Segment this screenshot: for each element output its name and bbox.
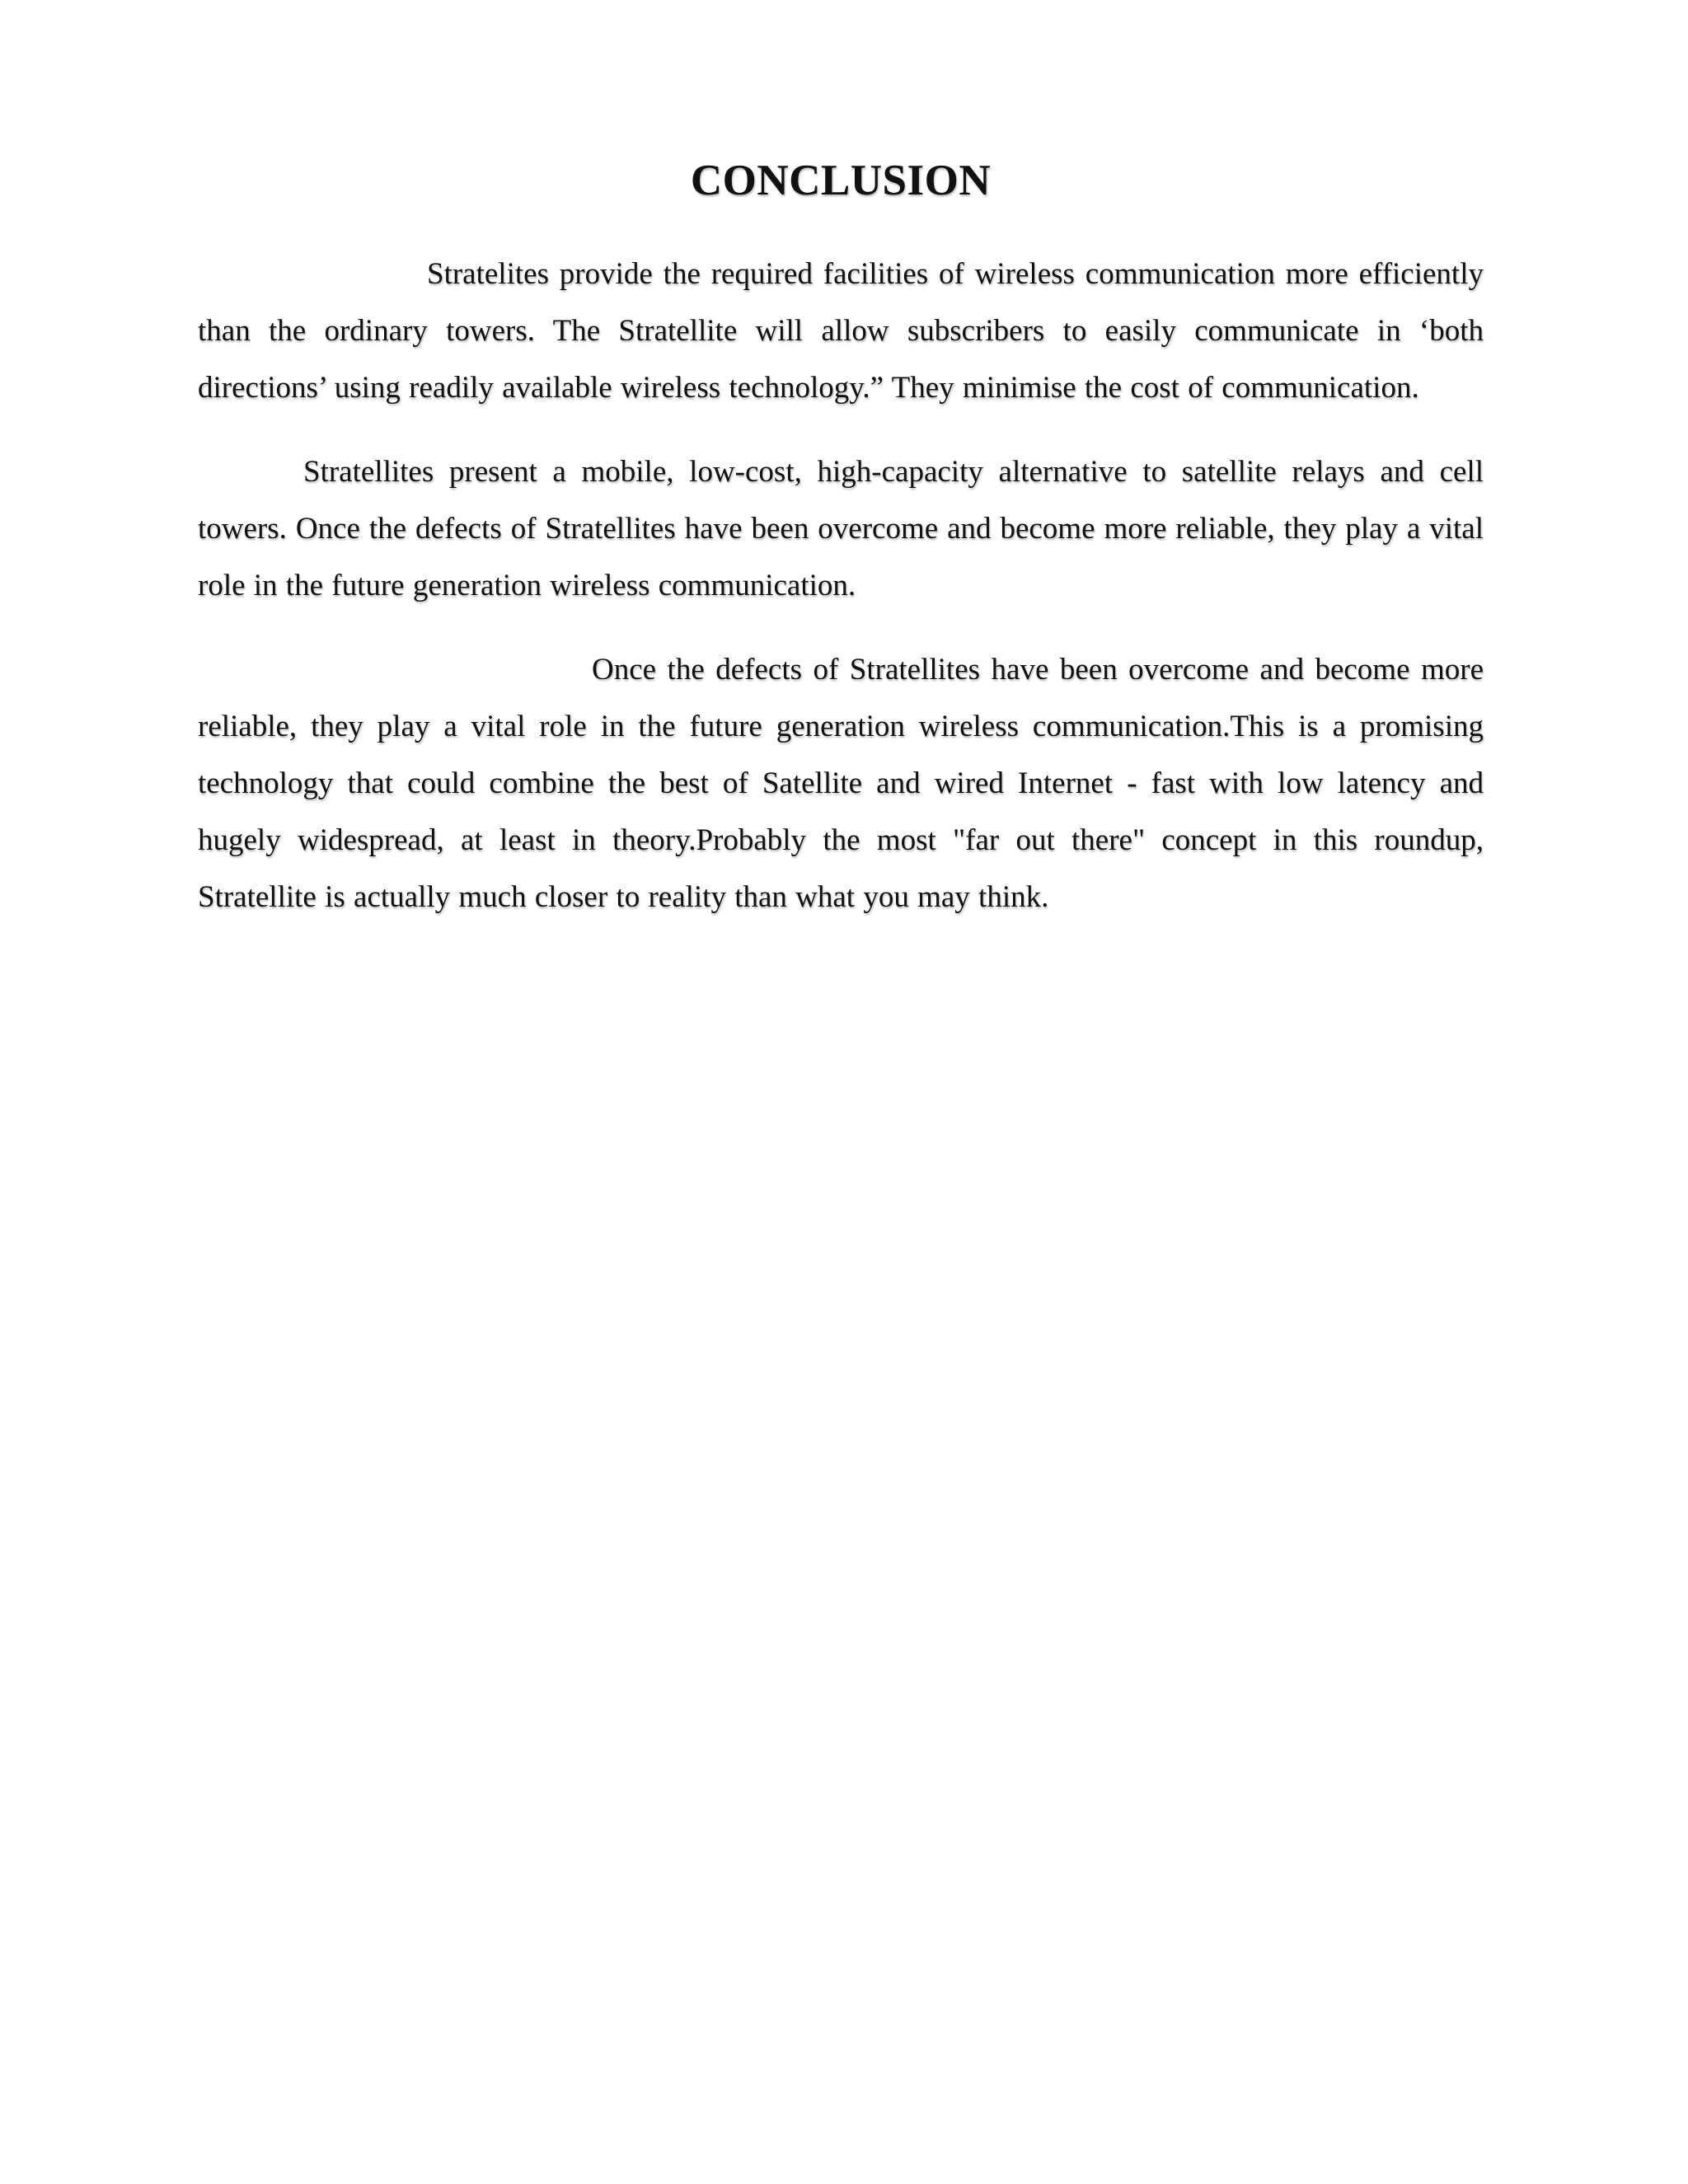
paragraph-2: Stratellites present a mobile, low-cost, high-capacity alternative to satellite relays and cell towers. Once the defects of Stratellites have been overcome and become more reliable, they play a vital role in the future generation wireless communication. (198, 455, 1484, 602)
paragraph-1: Stratelites provide the required facilities of wireless communication more efficiently than the ordinary towers. The Stratellite will allow subscribers to easily communicate in ‘both directions’ using readily available wireless technology.” They minimise the cost of communication. (198, 257, 1484, 405)
page-content (198, 0, 1484, 926)
page-title: CONCLUSION (690, 157, 992, 204)
paragraph-3: Once the defects of Stratellites have been overcome and become more reliable, they play a vital role in the future generation wireless communication.This is a promising technology that could combine the best of Satellite and wired Internet - fast with low latency and hugely widespread, at least in theory.Probably the most "far out there" concept in this roundup, Stratellite is actually much closer to reality than what you may think. (198, 653, 1484, 914)
